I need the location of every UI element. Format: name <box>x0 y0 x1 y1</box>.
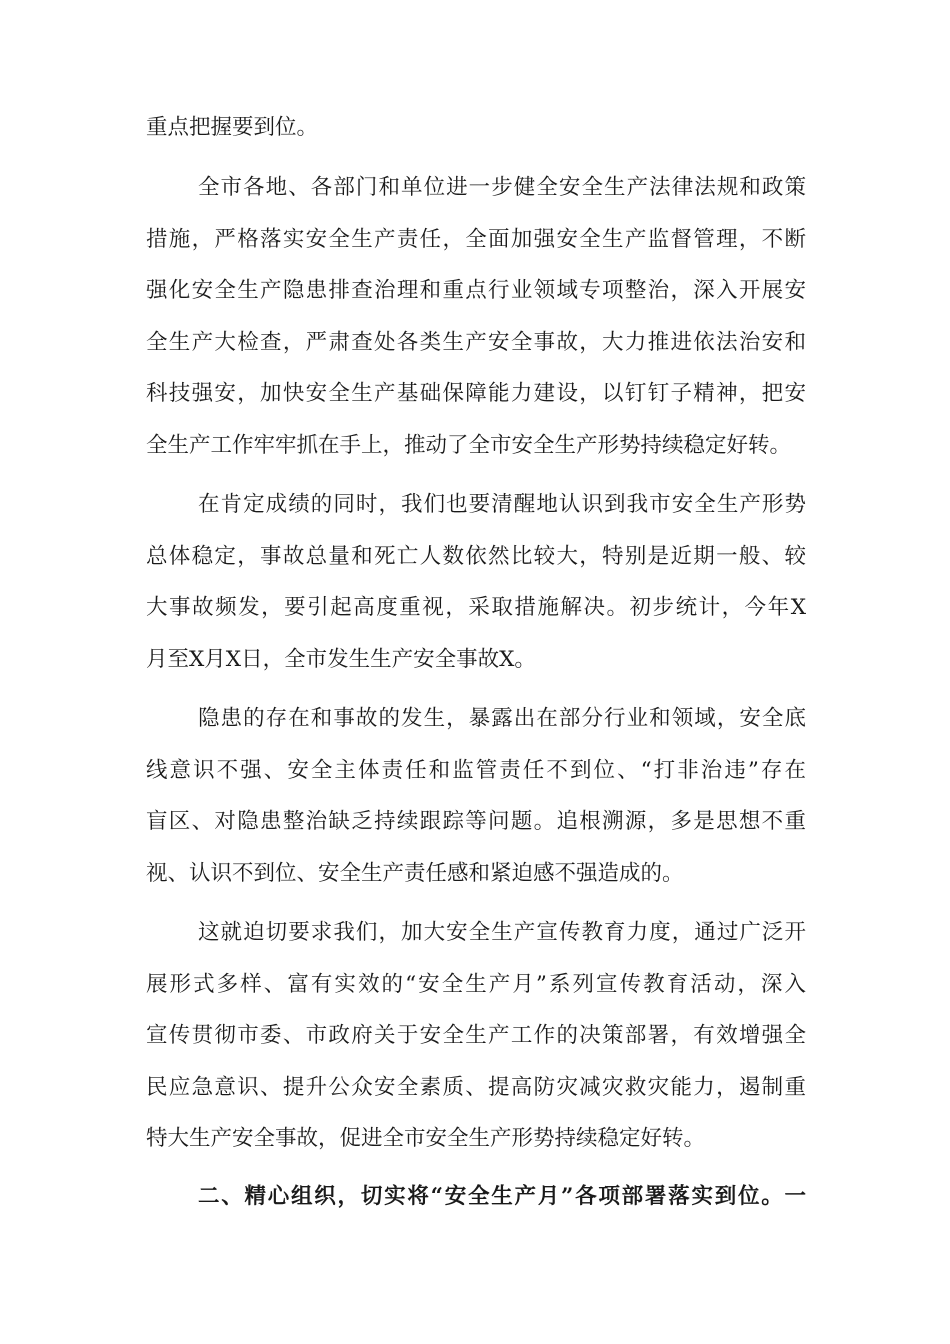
paragraph-line: 线意识不强、安全主体责任和监管责任不到位、“打非治违”存在 <box>146 758 806 783</box>
paragraph-line: 全市各地、各部门和单位进一步健全安全生产法律法规和政策 <box>198 175 806 200</box>
paragraph-line: 在肯定成绩的同时，我们也要清醒地认识到我市安全生产形势 <box>198 492 806 517</box>
paragraph-line: 展形式多样、富有实效的“安全生产月”系列宣传教育活动，深入 <box>146 972 806 997</box>
paragraph-line: 全生产大检查，严肃查处各类生产安全事故，大力推进依法治安和 <box>146 330 806 355</box>
paragraph-line: 宣传贯彻市委、市政府关于安全生产工作的决策部署，有效增强全 <box>146 1023 806 1048</box>
paragraph-line: 科技强安，加快安全生产基础保障能力建设，以钉钉子精神，把安 <box>146 381 806 406</box>
paragraph-line: 月至X月X日，全市发生生产安全事故X。 <box>146 647 536 672</box>
paragraph-line: 总体稳定，事故总量和死亡人数依然比较大，特别是近期一般、较 <box>146 544 806 569</box>
paragraph-line: 措施，严格落实安全生产责任，全面加强安全生产监督管理，不断 <box>146 227 806 252</box>
paragraph-line: 全生产工作牢牢抓在手上，推动了全市安全生产形势持续稳定好转。 <box>146 433 792 458</box>
paragraph-line: 隐患的存在和事故的发生，暴露出在部分行业和领域，安全底 <box>198 706 806 731</box>
paragraph-line: 强化安全生产隐患排查治理和重点行业领域专项整治，深入开展安 <box>146 278 806 303</box>
paragraph-line: 这就迫切要求我们，加大安全生产宣传教育力度，通过广泛开 <box>198 920 806 945</box>
paragraph-line: 大事故频发，要引起高度重视，采取措施解决。初步统计，今年X <box>146 595 806 620</box>
paragraph-line: 重点把握要到位。 <box>146 115 319 140</box>
paragraph-line: 视、认识不到位、安全生产责任感和紧迫感不强造成的。 <box>146 861 684 886</box>
paragraph-line: 盲区、对隐患整治缺乏持续跟踪等问题。追根溯源，多是思想不重 <box>146 809 806 834</box>
section-heading-line: 二、精心组织，切实将“安全生产月”各项部署落实到位。一 <box>198 1184 806 1209</box>
paragraph-line: 民应急意识、提升公众安全素质、提高防灾减灾救灾能力，遏制重 <box>146 1075 806 1100</box>
paragraph-line: 特大生产安全事故，促进全市安全生产形势持续稳定好转。 <box>146 1126 706 1151</box>
